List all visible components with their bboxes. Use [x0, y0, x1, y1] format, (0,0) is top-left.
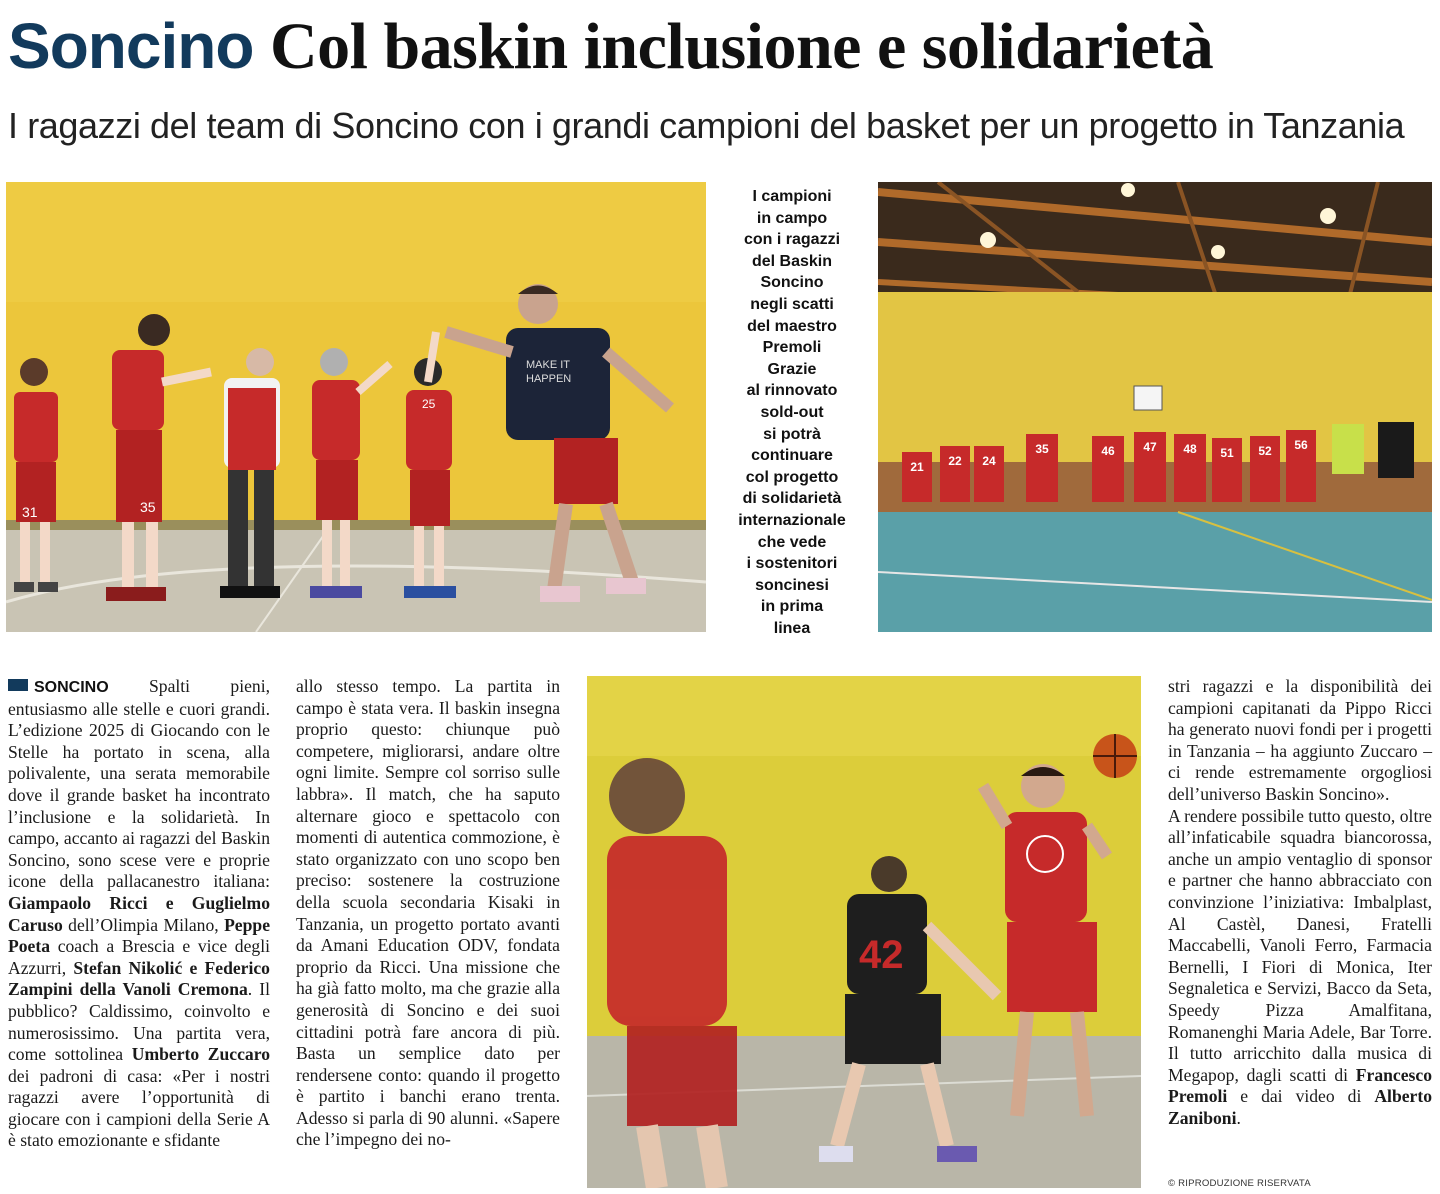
kicker-square-icon	[8, 679, 28, 691]
text-bold: Alberto Zaniboni	[1168, 1086, 1432, 1128]
photo-action-image	[587, 676, 1141, 1188]
lineup-referee	[1332, 424, 1364, 474]
text-run: dell’Olimpia Milano,	[62, 914, 225, 935]
caption-line: continuare	[751, 447, 833, 465]
article-column-2	[296, 676, 560, 1151]
lineup-player	[1134, 432, 1166, 502]
text-run: dei padroni di casa: «Per i nostri ragazzi avere l’opportunità di giocare con i campioni della Serie A è stato emozionante e sfidante	[8, 1065, 270, 1151]
lineup-coach	[1378, 422, 1414, 478]
lineup-player	[1174, 434, 1206, 502]
article-paragraph	[8, 676, 270, 1152]
lineup-player	[940, 446, 970, 502]
lineup	[878, 432, 1432, 542]
caption-line: del Baskin	[751, 252, 833, 270]
caption-line: del maestro	[747, 317, 837, 335]
jersey-number: 31	[22, 504, 38, 520]
caption-line: Premoli	[762, 339, 822, 357]
headline	[8, 6, 1438, 86]
jersey-number: 25	[422, 397, 436, 411]
headline-location: Soncino	[8, 10, 254, 82]
article-kicker: SONCINO	[34, 679, 109, 696]
lineup-player	[1286, 430, 1316, 502]
lineup-player	[1212, 438, 1242, 502]
caption-line: di solidarietà	[742, 490, 842, 508]
caption-line: soncinesi	[755, 576, 829, 594]
photo-high-five	[6, 182, 706, 632]
text-run: coach a Brescia e vice degli Azzurri,	[8, 936, 270, 978]
photo-gym-lineup-image	[878, 182, 1432, 632]
jersey-number: 46	[1101, 444, 1115, 458]
lineup-player	[1092, 436, 1124, 502]
text-run: . Il pubblico? Caldissimo, coinvolto e numerosissimo. Una partita vera, come sottolinea	[8, 979, 270, 1065]
caption-line: sold-out	[760, 403, 824, 421]
caption-line: con i ragazzi	[743, 231, 841, 249]
article-column-1	[8, 676, 270, 1152]
jersey-number: 56	[1294, 438, 1308, 452]
caption-line: I campioni	[752, 188, 832, 205]
lineup-player	[974, 446, 1004, 502]
article-paragraph: allo stesso tempo. La partita in campo è stata vera. Il baskin insegna proprio questo: chiunque può competere, migliorarsi, andare oltre ogni limite. Sempre col sorriso sulle labbra». Il match, che ha saputo alternare gioco e spettacolo con momenti di autentica commozione, è stato organizzato con uno scopo ben preciso: sostenere la costruzione della scuola secondaria Kisaki in Tanzania, un progetto portato avanti da Amani Education ODV, fondata proprio da Ricci. Una missione che ha già fatto molto, ma che grazie alla generosità di Soncino e dei suoi cittadini potrà fare ancora di più. Basta un semplice dato per rendersene conto: quando il progetto è partito i banchi erano trenta. Adesso si parla di 90 alunni. «Sapere che l’impegno dei no-	[296, 676, 560, 1150]
text-bold: Peppe Poeta	[8, 914, 270, 957]
caption-line: in prima	[760, 598, 824, 616]
text-bold: Stefan Nikolić e Federico Zampini della Vanoli Cremona	[8, 957, 270, 1000]
jersey-number: 52	[1258, 444, 1272, 458]
caption-line: negli scatti	[750, 295, 834, 313]
caption-line: i sostenitori	[746, 555, 838, 573]
copyright-notice: © RIPRODUZIONE RISERVATA	[1168, 1178, 1311, 1189]
lineup-player	[902, 452, 932, 502]
jersey-number: 48	[1183, 442, 1197, 456]
jersey-number: 22	[948, 454, 962, 468]
caption-line: col progetto	[745, 468, 839, 486]
jersey-number: 42	[859, 933, 904, 977]
shirt-text-line2: HAPPEN	[526, 373, 572, 385]
shirt-text-line1: MAKE IT	[526, 359, 571, 371]
caption-line: in campo	[756, 209, 828, 227]
photo-action	[587, 676, 1141, 1188]
text-run: .	[1236, 1107, 1241, 1128]
caption-line: Grazie	[767, 360, 817, 378]
photo-high-five-image	[6, 182, 706, 632]
lineup-player	[1250, 436, 1280, 502]
subheadline: I ragazzi del team di Soncino con i grandi campioni del basket per un progetto in Tanzania	[8, 105, 1405, 146]
text-bold: Francesco Premoli	[1168, 1064, 1432, 1107]
caption-line: Soncino	[760, 274, 824, 292]
photo-caption	[718, 186, 866, 639]
jersey-number: 51	[1220, 446, 1234, 460]
article-paragraph: stri ragazzi e la disponibilità dei campioni capitanati da Pippo Ricci ha generato nuovi fondi per i progetti in Tanzania – ha aggiunto Zuccaro – ci rende estremamente orgogliosi dell’universo Baskin Soncino».	[1168, 676, 1432, 804]
text-bold: Umberto Zuccaro	[131, 1044, 270, 1065]
jersey-number: 35	[1035, 442, 1049, 456]
text-run: A rendere possibile tutto questo, oltre all’infaticabile squadra biancorossa, anche un ampio ventaglio di sponsor e partner che hanno abbracciato con convinzione l’iniziativa: Imbalplast, Al Castèl, Danesi, Fratelli Maccabelli, Vanoli Ferro, Farmacia Bernelli, I Fiori di Monica, Iter Segnaletica e Servizi, Bacco da Seta, Speedy Pizza Amalfitana, Romanenghi Maria Adele, Bar Torre. Il tutto arricchito dalla musica di Megapop, dagli scatti di	[1168, 805, 1432, 1085]
caption-line: che vede	[757, 533, 827, 551]
caption-line: internazionale	[738, 511, 846, 529]
text-run: Spalti pieni, entusiasmo alle stelle e cuori grandi. L’edizione 2025 di Giocando con le Stelle ha portato in scena, alla polivalente, una serata memorabile dove il grande basket ha incontrato l’inclusione e la solidarietà. In campo, accanto ai ragazzi del Baskin Soncino, sono scese vere e proprie icone della pallacanestro italiana:	[8, 676, 270, 892]
jersey-number: 21	[910, 460, 924, 474]
jersey-number: 47	[1143, 440, 1157, 454]
headline-title: Col baskin inclusione e solidarietà	[269, 10, 1214, 83]
caption-line: al rinnovato	[746, 382, 838, 400]
caption-line: si potrà	[763, 425, 821, 443]
jersey-number: 24	[982, 454, 996, 468]
photo-gym-lineup	[878, 182, 1432, 632]
article-column-3	[1168, 676, 1432, 1129]
text-run: e dai video di	[1227, 1086, 1375, 1107]
caption-line: linea	[773, 619, 811, 637]
article-paragraph	[1168, 806, 1432, 1130]
text-bold: Giampaolo Ricci e Guglielmo Caruso	[8, 892, 270, 935]
jersey-number: 35	[140, 499, 156, 515]
lineup-player	[1026, 434, 1058, 502]
